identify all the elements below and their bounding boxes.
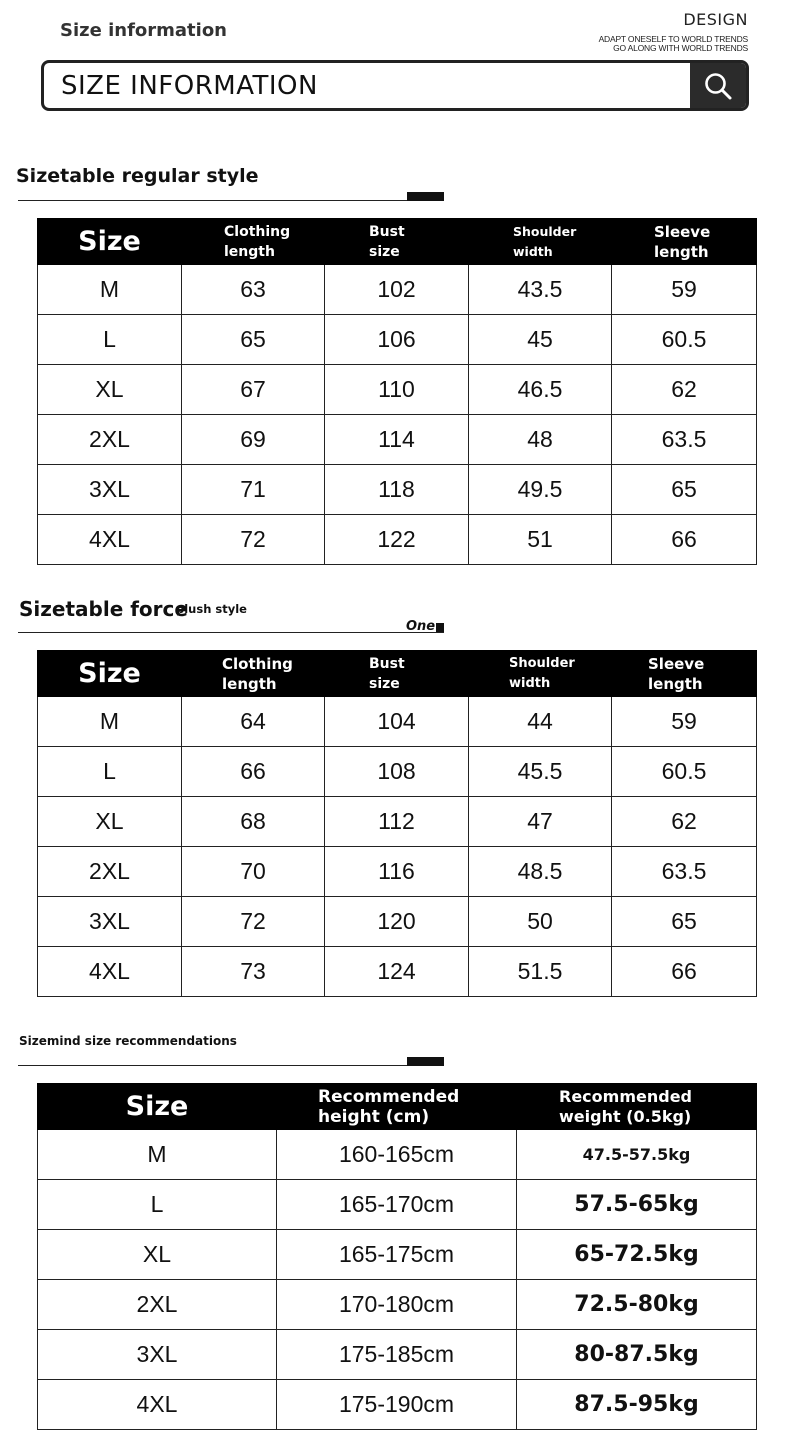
cell-value: 108	[325, 747, 469, 797]
cell-value: 66	[612, 515, 757, 565]
table-row	[38, 1330, 757, 1380]
cell-size: XL	[38, 365, 182, 415]
cell-value: 51	[469, 515, 612, 565]
cell-weight: 72.5-80kg	[517, 1280, 757, 1330]
table-row	[38, 847, 757, 897]
cell-value: 114	[325, 415, 469, 465]
header-shoulder-width: Shoulder width	[469, 219, 612, 265]
cell-value: 45	[469, 315, 612, 365]
cell-value: 120	[325, 897, 469, 947]
header-size: Size	[38, 651, 182, 697]
cell-value: 51.5	[469, 947, 612, 997]
cell-value: 72	[182, 515, 325, 565]
divider-line	[18, 200, 444, 201]
table-row	[38, 897, 757, 947]
cell-value: 102	[325, 265, 469, 315]
search-bar[interactable]	[41, 60, 749, 111]
cell-size: M	[38, 265, 182, 315]
search-input-text[interactable]: SIZE INFORMATION	[61, 71, 318, 101]
cell-value: 44	[469, 697, 612, 747]
cell-value: 110	[325, 365, 469, 415]
header-recommended-height: Recommended height (cm)	[277, 1084, 517, 1130]
cell-size: M	[38, 1130, 277, 1180]
table-row	[38, 265, 757, 315]
cell-size: L	[38, 1180, 277, 1230]
divider-bar	[436, 623, 444, 632]
cell-value: 72	[182, 897, 325, 947]
marker-label: One	[406, 619, 436, 634]
header-clothing-length: Clothing length	[182, 219, 325, 265]
header-sleeve-length: Sleeve length	[612, 651, 757, 697]
table-row	[38, 465, 757, 515]
section-title-plush-overlap: plush style	[176, 602, 247, 616]
brand-label: DESIGN	[683, 10, 748, 29]
cell-size: 4XL	[38, 515, 182, 565]
cell-height: 170-180cm	[277, 1280, 517, 1330]
cell-height: 175-190cm	[277, 1380, 517, 1430]
cell-value: 116	[325, 847, 469, 897]
cell-value: 106	[325, 315, 469, 365]
table-row	[38, 515, 757, 565]
cell-value: 63.5	[612, 847, 757, 897]
cell-value: 65	[612, 897, 757, 947]
table-row	[38, 415, 757, 465]
cell-value: 66	[182, 747, 325, 797]
cell-size: 2XL	[38, 415, 182, 465]
cell-weight: 65-72.5kg	[517, 1230, 757, 1280]
cell-weight: 80-87.5kg	[517, 1330, 757, 1380]
cell-value: 45.5	[469, 747, 612, 797]
cell-value: 66	[612, 947, 757, 997]
plush-size-table	[37, 650, 757, 997]
cell-size: 4XL	[38, 1380, 277, 1430]
cell-value: 47	[469, 797, 612, 847]
table-row	[38, 697, 757, 747]
header-sleeve-length: Sleeve length	[612, 219, 757, 265]
cell-value: 124	[325, 947, 469, 997]
table-header-row	[38, 1084, 757, 1130]
cell-value: 60.5	[612, 747, 757, 797]
table-row	[38, 747, 757, 797]
cell-value: 118	[325, 465, 469, 515]
header-clothing-length: Clothing length	[182, 651, 325, 697]
table-row	[38, 315, 757, 365]
cell-weight: 47.5-57.5kg	[517, 1130, 757, 1180]
cell-weight: 57.5-65kg	[517, 1180, 757, 1230]
table-row	[38, 365, 757, 415]
cell-size: M	[38, 697, 182, 747]
cell-value: 63	[182, 265, 325, 315]
cell-value: 73	[182, 947, 325, 997]
header-bust-size: Bust size	[325, 219, 469, 265]
section-title-regular: Sizetable regular style	[16, 165, 259, 187]
cell-value: 43.5	[469, 265, 612, 315]
cell-value: 62	[612, 797, 757, 847]
cell-value: 69	[182, 415, 325, 465]
cell-value: 71	[182, 465, 325, 515]
cell-value: 112	[325, 797, 469, 847]
regular-size-table	[37, 218, 757, 565]
cell-value: 64	[182, 697, 325, 747]
divider-line	[18, 1065, 444, 1066]
cell-value: 68	[182, 797, 325, 847]
cell-value: 62	[612, 365, 757, 415]
page-title: Size information	[60, 20, 228, 41]
section-title-plush: Sizetable force	[19, 597, 188, 621]
cell-size: 4XL	[38, 947, 182, 997]
divider-line	[18, 632, 444, 633]
cell-value: 70	[182, 847, 325, 897]
cell-value: 48.5	[469, 847, 612, 897]
header-bust-size: Bust size	[325, 651, 469, 697]
cell-value: 46.5	[469, 365, 612, 415]
cell-value: 63.5	[612, 415, 757, 465]
cell-value: 122	[325, 515, 469, 565]
cell-height: 175-185cm	[277, 1330, 517, 1380]
divider-bar	[407, 1057, 444, 1066]
cell-weight: 87.5-95kg	[517, 1380, 757, 1430]
cell-size: XL	[38, 797, 182, 847]
cell-value: 48	[469, 415, 612, 465]
cell-value: 104	[325, 697, 469, 747]
tagline-2: GO ALONG WITH WORLD TRENDS	[613, 43, 748, 53]
table-row	[38, 1380, 757, 1430]
table-row	[38, 1280, 757, 1330]
cell-value: 65	[182, 315, 325, 365]
cell-height: 165-170cm	[277, 1180, 517, 1230]
divider-bar	[407, 192, 444, 201]
cell-size: 2XL	[38, 847, 182, 897]
header-shoulder-width: Shoulder width	[469, 651, 612, 697]
cell-size: 2XL	[38, 1280, 277, 1330]
cell-value: 50	[469, 897, 612, 947]
header-size: Size	[38, 1084, 277, 1130]
header-size: Size	[38, 219, 182, 265]
recommendation-table	[37, 1083, 757, 1430]
cell-size: XL	[38, 1230, 277, 1280]
cell-value: 65	[612, 465, 757, 515]
cell-value: 60.5	[612, 315, 757, 365]
table-header-row	[38, 651, 757, 697]
table-row	[38, 797, 757, 847]
table-row	[38, 1230, 757, 1280]
cell-size: L	[38, 315, 182, 365]
table-row	[38, 1130, 757, 1180]
tagline-1: ADAPT ONESELF TO WORLD TRENDS	[598, 34, 748, 44]
table-row	[38, 1180, 757, 1230]
cell-value: 59	[612, 697, 757, 747]
header-recommended-weight: Recommended weight (0.5kg)	[517, 1084, 757, 1130]
cell-size: 3XL	[38, 1330, 277, 1380]
table-header-row	[38, 219, 757, 265]
cell-size: 3XL	[38, 897, 182, 947]
section-title-recommend: Sizemind size recommendations	[19, 1034, 237, 1048]
cell-size: L	[38, 747, 182, 797]
table-row	[38, 947, 757, 997]
cell-value: 49.5	[469, 465, 612, 515]
search-button[interactable]	[690, 63, 746, 108]
cell-value: 67	[182, 365, 325, 415]
search-icon	[703, 71, 733, 101]
cell-size: 3XL	[38, 465, 182, 515]
cell-value: 59	[612, 265, 757, 315]
cell-height: 165-175cm	[277, 1230, 517, 1280]
cell-height: 160-165cm	[277, 1130, 517, 1180]
